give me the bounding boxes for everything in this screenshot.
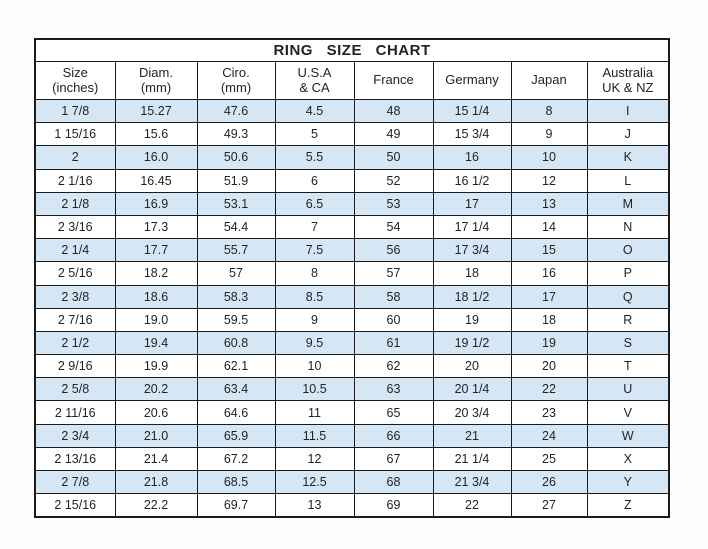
table-cell: 16 xyxy=(433,146,511,169)
table-cell: 17 3/4 xyxy=(433,239,511,262)
table-row xyxy=(35,285,669,308)
table-cell: 18 1/2 xyxy=(433,285,511,308)
table-row xyxy=(35,123,669,146)
table-cell: 2 xyxy=(35,146,115,169)
table-cell: 9 xyxy=(511,123,587,146)
table-cell: 62 xyxy=(354,355,433,378)
table-cell: X xyxy=(587,447,669,470)
table-cell: T xyxy=(587,355,669,378)
table-cell: 1 7/8 xyxy=(35,100,115,123)
table-cell: Q xyxy=(587,285,669,308)
table-cell: V xyxy=(587,401,669,424)
table-cell: 8 xyxy=(511,100,587,123)
table-cell: 19 xyxy=(511,331,587,354)
table-cell: 8 xyxy=(275,262,354,285)
table-row xyxy=(35,100,669,123)
column-header-sublabel: UK & NZ xyxy=(602,79,654,95)
table-cell: 19.4 xyxy=(115,331,197,354)
table-cell: 9.5 xyxy=(275,331,354,354)
column-header-ciro- xyxy=(197,62,275,100)
table-cell: 58.3 xyxy=(197,285,275,308)
table-cell: 57 xyxy=(354,262,433,285)
table-cell: 2 1/4 xyxy=(35,239,115,262)
table-cell: 2 1/16 xyxy=(35,169,115,192)
column-header-u-s-a xyxy=(275,62,354,100)
table-cell: 68 xyxy=(354,471,433,494)
ring-size-chart xyxy=(34,38,668,518)
table-cell: 63 xyxy=(354,378,433,401)
table-cell: 53.1 xyxy=(197,192,275,215)
table-cell: 18.6 xyxy=(115,285,197,308)
table-cell: 67 xyxy=(354,447,433,470)
table-cell: 15 xyxy=(511,239,587,262)
table-cell: 60 xyxy=(354,308,433,331)
table-cell: O xyxy=(587,239,669,262)
table-cell: 59.5 xyxy=(197,308,275,331)
table-cell: 11.5 xyxy=(275,424,354,447)
table-cell: 63.4 xyxy=(197,378,275,401)
title-row xyxy=(35,39,669,62)
table-cell: 20.6 xyxy=(115,401,197,424)
table-head xyxy=(35,39,669,100)
table-cell: 12 xyxy=(511,169,587,192)
table-cell: 19 xyxy=(433,308,511,331)
table-cell: 17 xyxy=(433,192,511,215)
table-cell: 2 15/16 xyxy=(35,494,115,518)
table-cell: 12 xyxy=(275,447,354,470)
table-cell: 15 1/4 xyxy=(433,100,511,123)
table-cell: 2 5/8 xyxy=(35,378,115,401)
table-cell: 49.3 xyxy=(197,123,275,146)
ring-size-table xyxy=(34,38,670,518)
table-cell: 15.6 xyxy=(115,123,197,146)
table-cell: 21 3/4 xyxy=(433,471,511,494)
table-cell: 48 xyxy=(354,100,433,123)
column-header-size xyxy=(35,62,115,100)
table-cell: 12.5 xyxy=(275,471,354,494)
table-cell: 2 1/2 xyxy=(35,331,115,354)
table-cell: 52 xyxy=(354,169,433,192)
table-cell: K xyxy=(587,146,669,169)
table-cell: 20 xyxy=(433,355,511,378)
table-row xyxy=(35,146,669,169)
column-header-label: Japan xyxy=(531,72,567,88)
table-cell: 21 1/4 xyxy=(433,447,511,470)
table-cell: 13 xyxy=(275,494,354,518)
table-cell: 54 xyxy=(354,215,433,238)
column-header-france xyxy=(354,62,433,100)
table-cell: 50 xyxy=(354,146,433,169)
table-cell: 69.7 xyxy=(197,494,275,518)
table-cell: 23 xyxy=(511,401,587,424)
table-cell: 17 1/4 xyxy=(433,215,511,238)
column-header-sublabel: (mm) xyxy=(220,79,252,95)
table-cell: 2 7/8 xyxy=(35,471,115,494)
table-row xyxy=(35,192,669,215)
table-cell: I xyxy=(587,100,669,123)
table-cell: 22 xyxy=(511,378,587,401)
table-cell: 13 xyxy=(511,192,587,215)
column-header-label: U.S.A xyxy=(297,64,332,80)
table-row xyxy=(35,308,669,331)
table-cell: 21.4 xyxy=(115,447,197,470)
table-cell: 20 1/4 xyxy=(433,378,511,401)
table-cell: 9 xyxy=(275,308,354,331)
column-header-sublabel: (mm) xyxy=(140,79,172,95)
table-cell: N xyxy=(587,215,669,238)
table-cell: 2 3/16 xyxy=(35,215,115,238)
table-row xyxy=(35,262,669,285)
table-cell: R xyxy=(587,308,669,331)
table-cell: 54.4 xyxy=(197,215,275,238)
table-cell: 65 xyxy=(354,401,433,424)
table-cell: 67.2 xyxy=(197,447,275,470)
table-cell: 22 xyxy=(433,494,511,518)
table-cell: 22.2 xyxy=(115,494,197,518)
table-cell: 2 3/8 xyxy=(35,285,115,308)
table-cell: 25 xyxy=(511,447,587,470)
table-cell: 20 xyxy=(511,355,587,378)
table-cell: 5.5 xyxy=(275,146,354,169)
table-cell: 18 xyxy=(433,262,511,285)
table-cell: 53 xyxy=(354,192,433,215)
table-cell: 2 1/8 xyxy=(35,192,115,215)
table-cell: 58 xyxy=(354,285,433,308)
table-cell: 19 1/2 xyxy=(433,331,511,354)
table-cell: 1 15/16 xyxy=(35,123,115,146)
column-header-diam- xyxy=(115,62,197,100)
table-cell: J xyxy=(587,123,669,146)
table-cell: 60.8 xyxy=(197,331,275,354)
table-cell: 2 7/16 xyxy=(35,308,115,331)
table-cell: 19.9 xyxy=(115,355,197,378)
chart-title: RING SIZE CHART xyxy=(35,39,669,62)
table-cell: 66 xyxy=(354,424,433,447)
table-cell: M xyxy=(587,192,669,215)
column-header-japan xyxy=(511,62,587,100)
table-row xyxy=(35,239,669,262)
table-row xyxy=(35,215,669,238)
column-header-label: Australia xyxy=(602,64,654,80)
table-cell: 6.5 xyxy=(275,192,354,215)
column-header-germany xyxy=(433,62,511,100)
table-cell: 7.5 xyxy=(275,239,354,262)
table-cell: 15 3/4 xyxy=(433,123,511,146)
table-cell: 18 xyxy=(511,308,587,331)
table-cell: 16.0 xyxy=(115,146,197,169)
column-header-label: Size xyxy=(62,64,88,80)
table-row xyxy=(35,401,669,424)
column-header-label: France xyxy=(373,72,414,88)
table-row xyxy=(35,494,669,518)
table-cell: 5 xyxy=(275,123,354,146)
table-cell: 2 9/16 xyxy=(35,355,115,378)
table-cell: 62.1 xyxy=(197,355,275,378)
column-header-sublabel: & CA xyxy=(299,79,330,95)
table-cell: 15.27 xyxy=(115,100,197,123)
table-cell: 11 xyxy=(275,401,354,424)
table-cell: Y xyxy=(587,471,669,494)
table-cell: 50.6 xyxy=(197,146,275,169)
table-cell: 16 1/2 xyxy=(433,169,511,192)
column-header-sublabel: (inches) xyxy=(52,79,99,95)
table-cell: 64.6 xyxy=(197,401,275,424)
table-row xyxy=(35,424,669,447)
table-cell: 21 xyxy=(433,424,511,447)
table-cell: 49 xyxy=(354,123,433,146)
table-cell: U xyxy=(587,378,669,401)
table-cell: W xyxy=(587,424,669,447)
table-cell: L xyxy=(587,169,669,192)
table-cell: 24 xyxy=(511,424,587,447)
table-cell: 7 xyxy=(275,215,354,238)
table-cell: 19.0 xyxy=(115,308,197,331)
table-cell: 20 3/4 xyxy=(433,401,511,424)
table-cell: 17 xyxy=(511,285,587,308)
table-cell: 56 xyxy=(354,239,433,262)
table-cell: 10 xyxy=(511,146,587,169)
header-row xyxy=(35,62,669,100)
table-row xyxy=(35,355,669,378)
table-cell: 26 xyxy=(511,471,587,494)
table-cell: 27 xyxy=(511,494,587,518)
table-cell: 69 xyxy=(354,494,433,518)
table-row xyxy=(35,447,669,470)
table-cell: 10.5 xyxy=(275,378,354,401)
table-cell: 16.45 xyxy=(115,169,197,192)
table-cell: 17.7 xyxy=(115,239,197,262)
table-cell: P xyxy=(587,262,669,285)
table-body xyxy=(35,100,669,518)
table-cell: 55.7 xyxy=(197,239,275,262)
column-header-label: Germany xyxy=(445,72,499,88)
column-header-label: Diam. xyxy=(139,64,173,80)
table-cell: 10 xyxy=(275,355,354,378)
table-cell: 2 11/16 xyxy=(35,401,115,424)
table-cell: 20.2 xyxy=(115,378,197,401)
table-cell: 57 xyxy=(197,262,275,285)
table-cell: Z xyxy=(587,494,669,518)
table-cell: 14 xyxy=(511,215,587,238)
table-row xyxy=(35,169,669,192)
table-cell: 21.0 xyxy=(115,424,197,447)
table-row xyxy=(35,331,669,354)
table-cell: S xyxy=(587,331,669,354)
table-cell: 61 xyxy=(354,331,433,354)
table-cell: 2 5/16 xyxy=(35,262,115,285)
table-cell: 47.6 xyxy=(197,100,275,123)
table-row xyxy=(35,471,669,494)
table-cell: 4.5 xyxy=(275,100,354,123)
table-cell: 6 xyxy=(275,169,354,192)
table-cell: 16 xyxy=(511,262,587,285)
table-cell: 16.9 xyxy=(115,192,197,215)
table-cell: 18.2 xyxy=(115,262,197,285)
table-cell: 68.5 xyxy=(197,471,275,494)
table-cell: 51.9 xyxy=(197,169,275,192)
column-header-australia xyxy=(587,62,669,100)
table-cell: 2 13/16 xyxy=(35,447,115,470)
table-cell: 65.9 xyxy=(197,424,275,447)
table-cell: 2 3/4 xyxy=(35,424,115,447)
table-cell: 21.8 xyxy=(115,471,197,494)
table-row xyxy=(35,378,669,401)
column-header-label: Ciro. xyxy=(222,64,250,80)
table-cell: 17.3 xyxy=(115,215,197,238)
table-cell: 8.5 xyxy=(275,285,354,308)
